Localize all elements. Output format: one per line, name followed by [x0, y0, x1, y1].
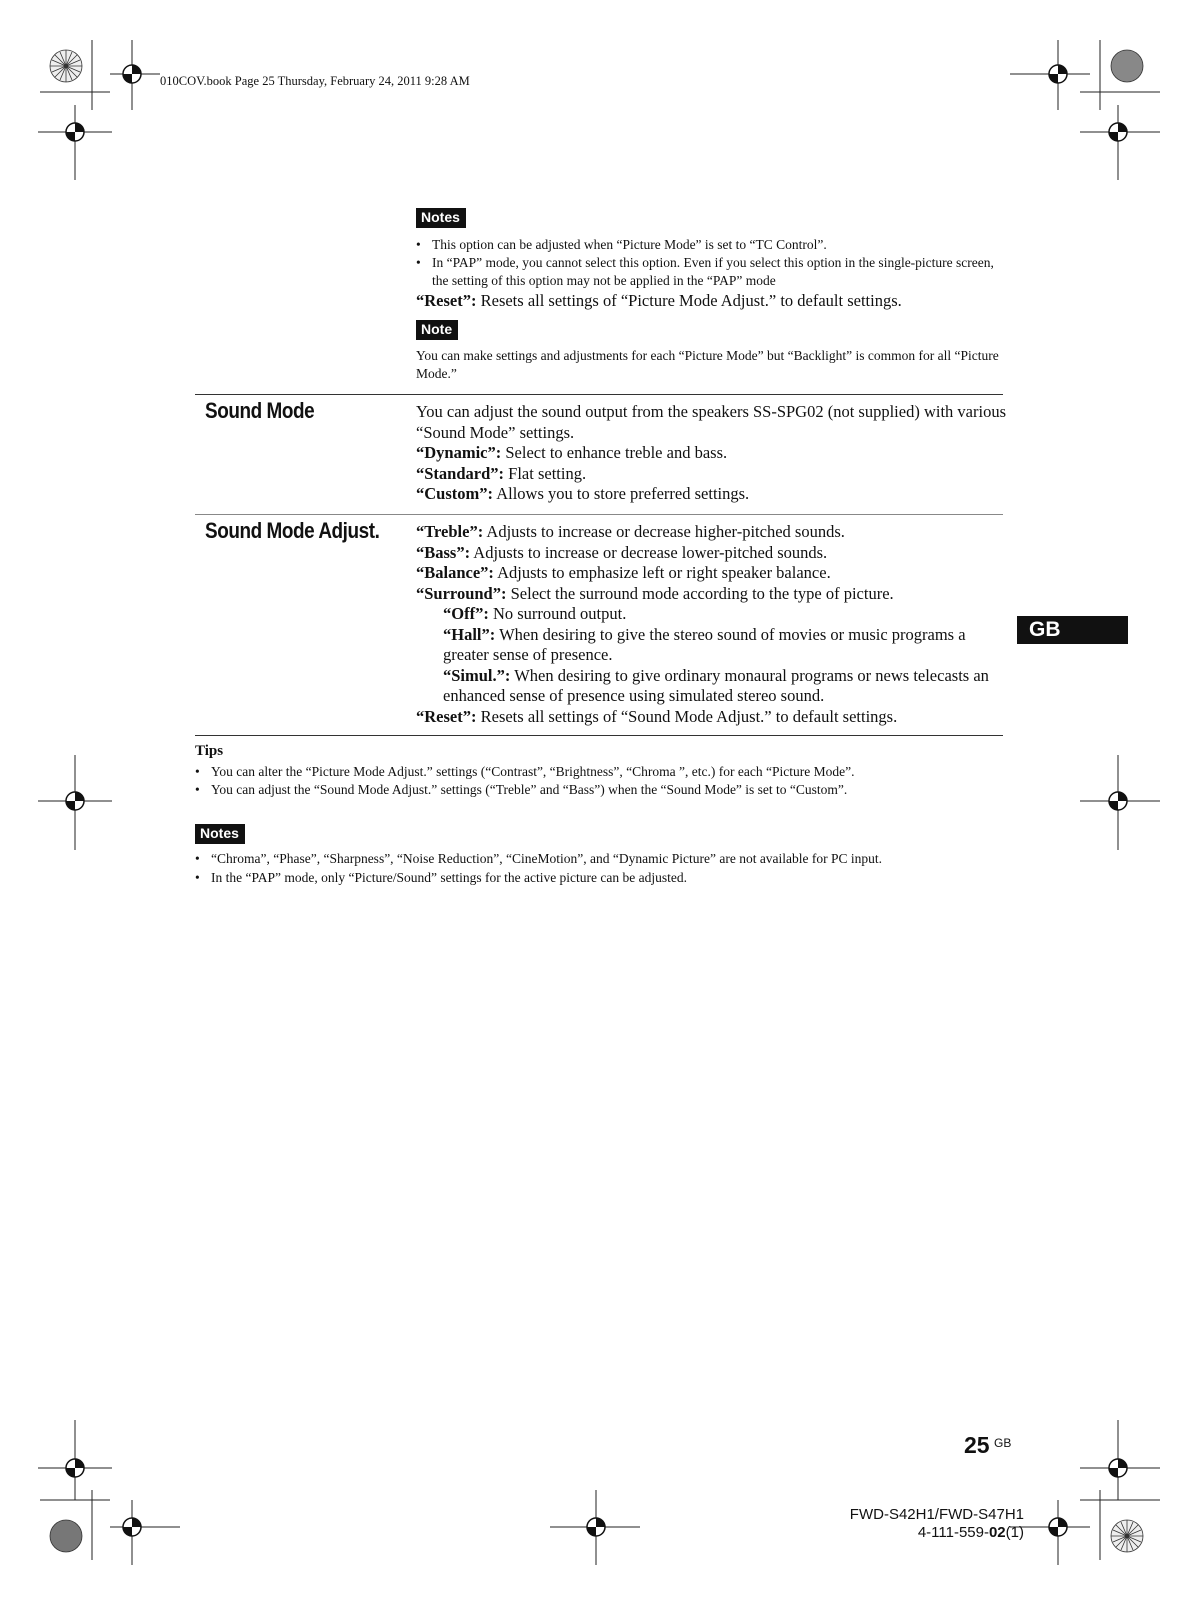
list-item: • This option can be adjusted when “Picture Mode” is set to “TC Control”.: [416, 237, 827, 252]
sound-mode-heading: Sound Mode: [205, 398, 315, 423]
list-item: • In the “PAP” mode, only “Picture/Sound” settings for the active picture can be adjusted.: [195, 870, 688, 885]
notes-badge: Notes: [195, 824, 245, 844]
reset-picture-line: “Reset”: Resets all settings of “Picture Mode Adjust.” to default settings.: [416, 291, 902, 310]
sound-mode-option: “Custom”: Allows you to store preferred settings.: [416, 484, 750, 503]
sound-mode-adjust-description: [416, 522, 1008, 727]
language-tab: GB: [1017, 616, 1128, 644]
list-item: • “Chroma”, “Phase”, “Sharpness”, “Noise Reduction”, “CineMotion”, and “Dynamic Picture” are not available for PC input.: [195, 851, 883, 866]
list-item: • You can adjust the “Sound Mode Adjust.” settings (“Treble” and “Bass”) when the “Sound Mode” is set to “Custom”.: [195, 782, 848, 797]
bass-line: “Bass”: Adjusts to increase or decrease lower-pitched sounds.: [416, 542, 828, 562]
section-divider: [195, 394, 1003, 395]
note-text: You can make settings and adjustments for each “Picture Mode” but “Backlight” is common for all “Picture Mode.”: [416, 348, 999, 381]
note-badge: Note: [416, 320, 458, 340]
section-divider: [195, 514, 1003, 515]
model-number: FWD-S42H1/FWD-S47H1: [849, 1506, 1024, 1523]
section-divider: [195, 735, 1003, 736]
sound-mode-adjust-heading: Sound Mode Adjust.: [205, 518, 380, 543]
treble-line: “Treble”: Adjusts to increase or decrease higher-pitched sounds.: [416, 522, 845, 541]
sound-mode-intro: You can adjust the sound output from the speakers SS-SPG02 (not supplied) with various “Sound Mode” settings.: [416, 402, 1006, 442]
sound-mode-option: “Dynamic”: Select to enhance treble and bass.: [416, 443, 728, 462]
page-number: 25 $^{GB}$: [964, 1432, 1012, 1458]
sound-mode-description: [416, 402, 1008, 505]
document-code: 4-111-559-02(1): [917, 1524, 1024, 1541]
notes-badge: Notes: [416, 208, 466, 228]
sound-mode-option: “Standard”: Flat setting.: [416, 463, 587, 483]
balance-line: “Balance”: Adjusts to emphasize left or right speaker balance.: [416, 563, 831, 582]
surround-option: “Off”: No surround output.: [443, 604, 627, 623]
list-item: • You can alter the “Picture Mode Adjust.” settings (“Contrast”, “Brightness”, “Chroma ”, etc.) for each “Picture Mode”.: [195, 764, 855, 779]
book-header: 010COV.book Page 25 Thursday, February 24, 2011 9:28 AM: [160, 74, 470, 88]
surround-option: “Simul.”: When desiring to give ordinary monaural programs or news telecasts an enhanced sense of presence using simulated stereo sound.: [443, 665, 989, 705]
surround-line: “Surround”: Select the surround mode according to the type of picture.: [416, 583, 894, 603]
surround-option: “Hall”: When desiring to give the stereo sound of movies or music programs a greater sense of presence.: [443, 624, 966, 664]
tips-title: Tips: [195, 743, 224, 759]
reset-sound-line: “Reset”: Resets all settings of “Sound Mode Adjust.” to default settings.: [416, 706, 898, 726]
list-item: • In “PAP” mode, you cannot select this option. Even if you select this option in the single-picture screen, the setting of this option may not be applied in the “PAP” mode: [416, 255, 994, 288]
